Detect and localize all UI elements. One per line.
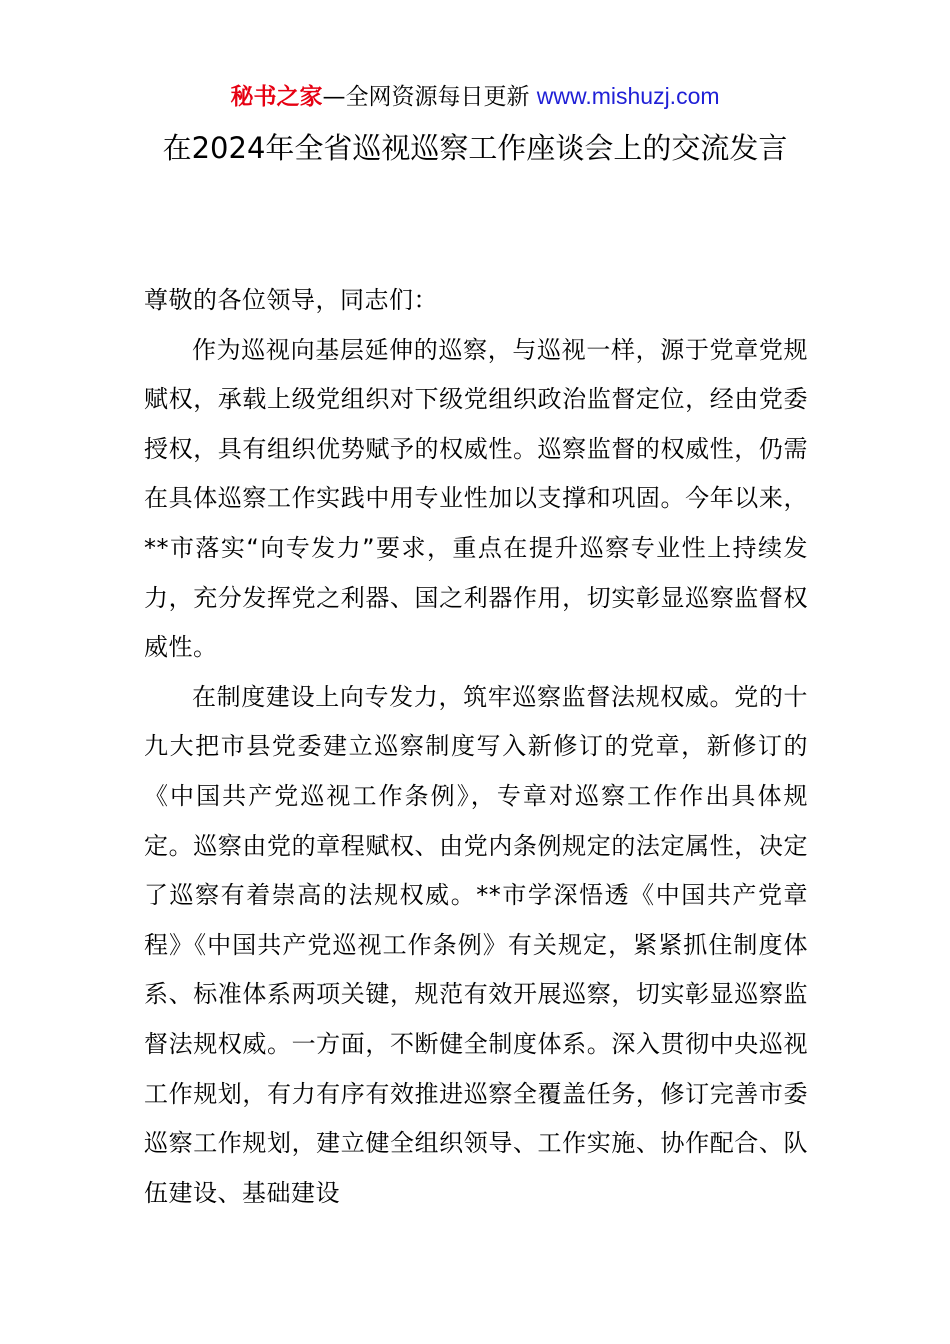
header-tagline: —全网资源每日更新 xyxy=(322,84,530,110)
body-paragraph: 在制度建设上向专发力，筑牢巡察监督法规权威。党的十九大把市县党委建立巡察制度写入新修订的党章，新修订的《中国共产党巡视工作条例》，专章对巡察工作作出具体规定。巡察由党的章程赋权、由党内条例规定的法定属性，决定了巡察有着崇高的法规权威。**市学深悟透《中国共产党章程》《中国共产党巡视工作条例》有关规定，紧紧抓住制度体系、标准体系两项关键，规范有效开展巡察，切实彰显巡察监督法规权威。一方面，不断健全制度体系。深入贯彻中央巡视工作规划，有力有序有效推进巡察全覆盖任务，修订完善市委巡察工作规划，建立健全组织领导、工作实施、协作配合、队伍建设、基础建设 xyxy=(144,682,808,1207)
body-paragraph: 作为巡视向基层延伸的巡察，与巡视一样，源于党章党规赋权，承载上级党组织对下级党组织政治监督定位，经由党委授权，具有组织优势赋予的权威性。巡察监督的权威性，仍需在具体巡察工作实践中用专业性加以支撑和巩固。今年以来，**市落实“向专发力”要求，重点在提升巡察专业性上持续发力，充分发挥党之利器、国之利器作用，切实彰显巡察监督权威性。 xyxy=(144,335,808,662)
watermark-header xyxy=(0,80,950,113)
document-body xyxy=(144,276,808,1218)
brand-name: 秘书之家 xyxy=(230,84,323,110)
document-title: 在2024年全省巡视巡察工作座谈会上的交流发言 xyxy=(162,131,788,165)
website-link[interactable]: www.mishuzj.com xyxy=(536,83,720,109)
salutation: 尊敬的各位领导，同志们： xyxy=(144,286,438,314)
